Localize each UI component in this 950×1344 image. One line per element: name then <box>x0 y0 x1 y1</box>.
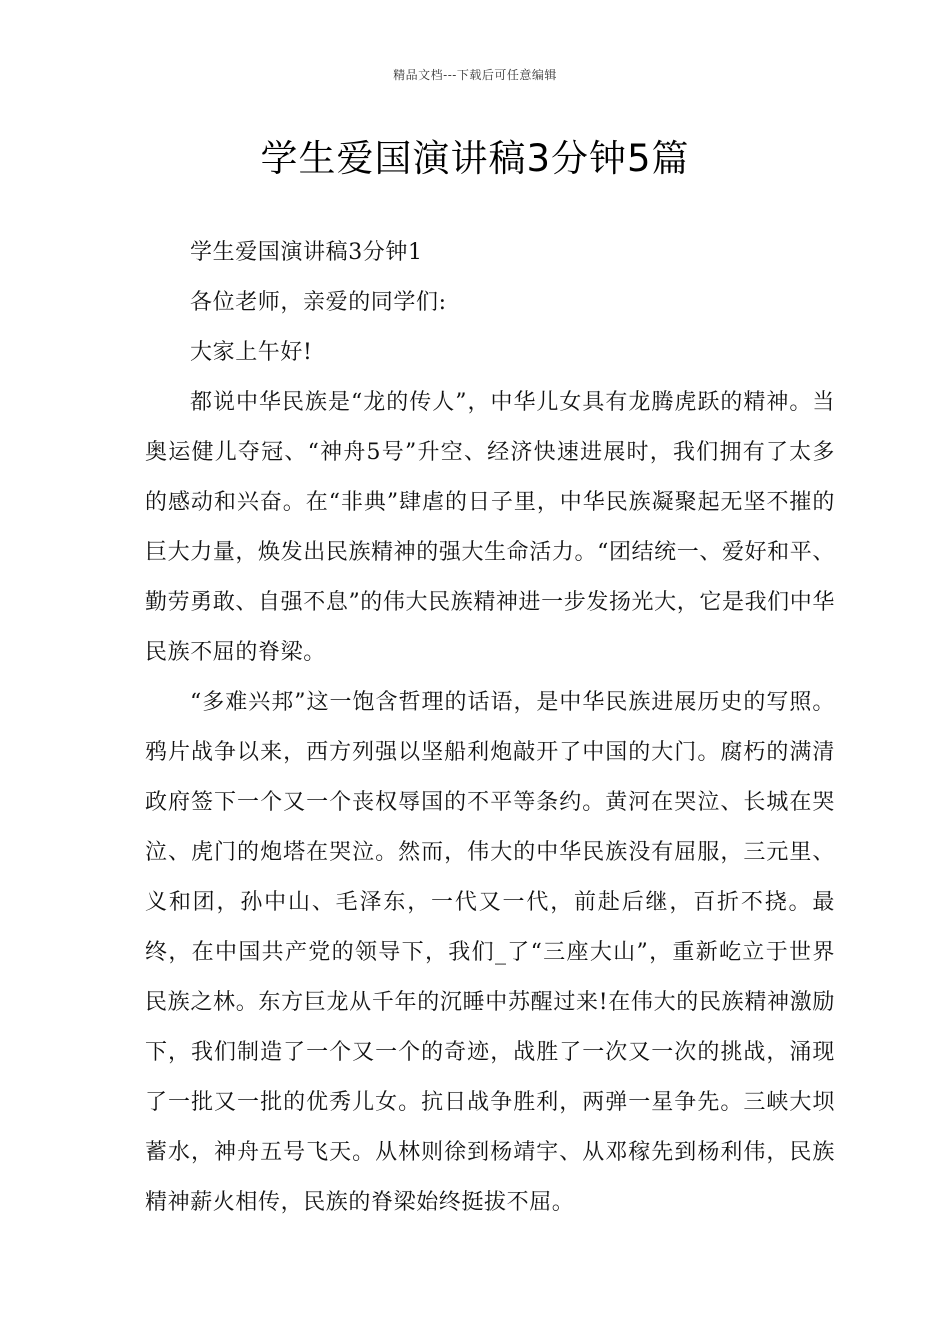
document-title: 学生爱国演讲稿3分钟5篇 <box>260 137 690 180</box>
paragraph: “多难兴邦”这一饱含哲理的话语，是中华民族进展历史的写照。鸦片战争以来，西方列强以坚船利炮敲开了中国的大门。腐朽的满清政府签下一个又一个丧权辱国的不平等条约。黄河在哭泣、长城在哭泣、虎门的炮塔在哭泣。然而，伟大的中华民族没有屈服，三元里、义和团，孙中山、毛泽东，一代又一代，前赴后继，百折不挠。最终，在中国共产党的领导下，我们_了“三座大山”，重新屹立于世界民族之林。东方巨龙从千年的沉睡中苏醒过来!在伟大的民族精神激励下，我们制造了一个又一个的奇迹，战胜了一次又一次的挑战，涌现了一批又一批的优秀儿女。抗日战争胜利，两弹一星争先。三峡大坝蓄水，神舟五号飞天。从林则徐到杨靖宇、从邓稼先到杨利伟，民族精神薪火相传，民族的脊梁始终挺拔不屈。 <box>145 690 835 1215</box>
paragraph: 都说中华民族是“龙的传人”，中华儿女具有龙腾虎跃的精神。当奥运健儿夺冠、“神舟5号”升空、经济快速进展时，我们拥有了太多的感动和兴奋。在“非典”肆虐的日子里，中华民族凝聚起无坚不摧的巨大力量，焕发出民族精神的强大生命活力。“团结统一、爱好和平、勤劳勇敢、自强不息”的伟大民族精神进一步发扬光大，它是我们中华民族不屈的脊梁。 <box>145 390 835 665</box>
document-body <box>145 228 835 1228</box>
greeting: 大家上午好! <box>190 340 313 365</box>
section-subtitle: 学生爱国演讲稿3分钟1 <box>190 240 423 265</box>
header-note: 精品文档---下载后可任意编辑 <box>393 68 557 82</box>
salutation: 各位老师，亲爱的同学们: <box>190 290 447 315</box>
